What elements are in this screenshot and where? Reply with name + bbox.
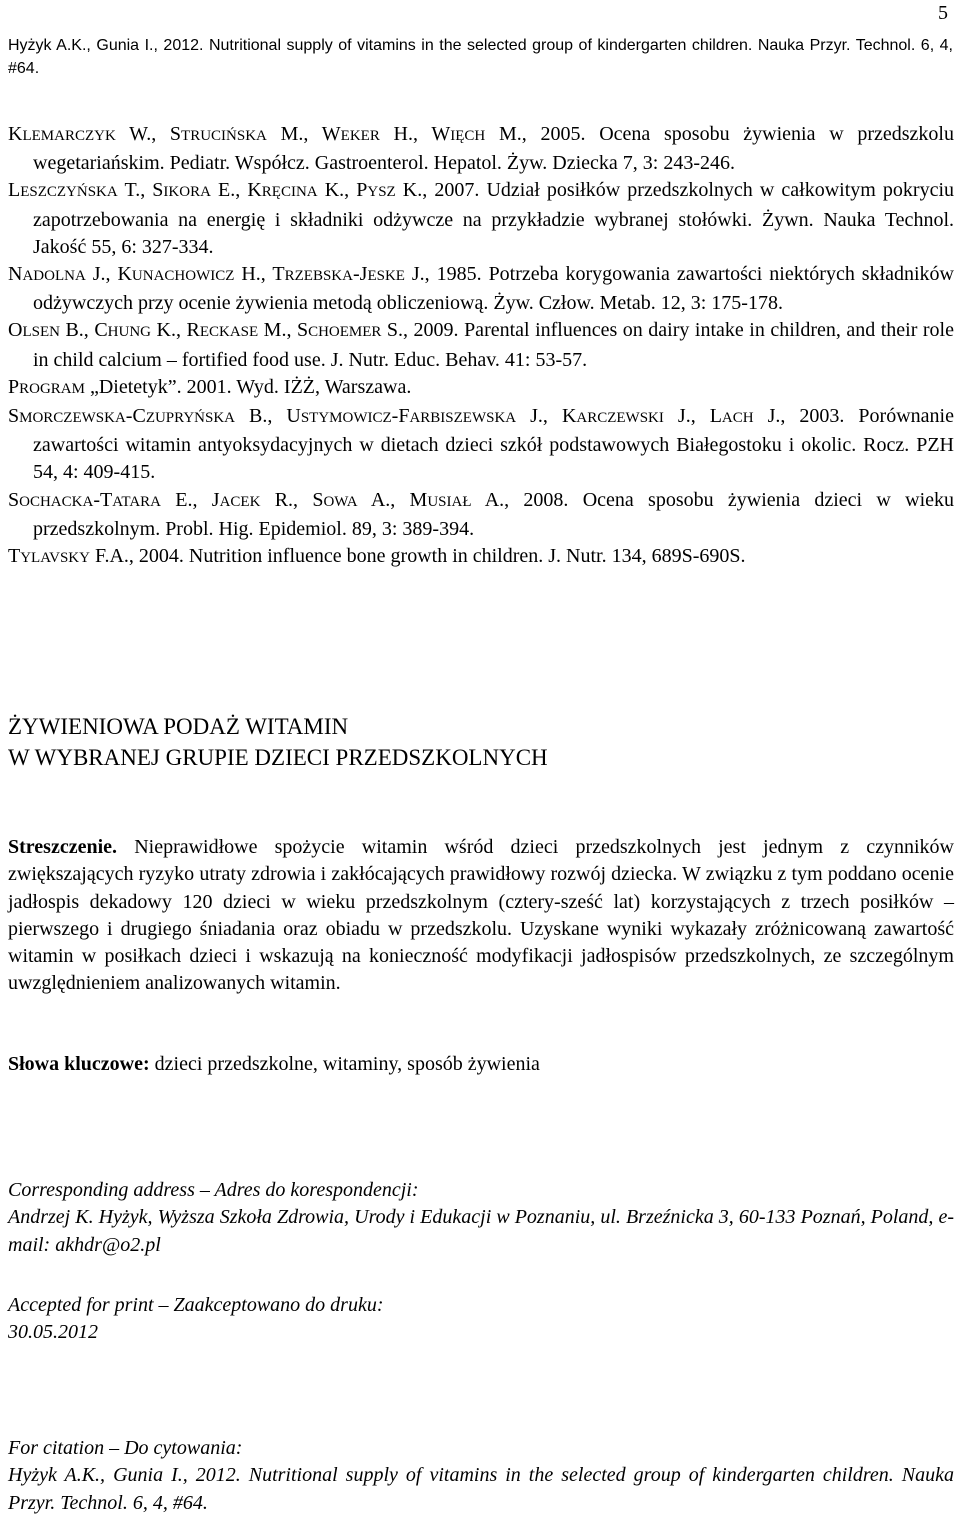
- author-initial: R: [186, 319, 200, 342]
- reference-item: [8, 177, 954, 261]
- author-initial: W: [431, 123, 451, 145]
- author-name-smallcaps: RĘCINA: [261, 184, 318, 201]
- author-name-smallcaps: TRUCIŃSKA: [181, 128, 267, 144]
- author-separator: R.,: [260, 488, 313, 511]
- author-separator: S., 2009.: [381, 319, 465, 342]
- author-name-smallcaps: OWA: [323, 493, 358, 510]
- author-initial: S: [8, 405, 20, 428]
- author-separator: A.,: [357, 488, 410, 511]
- author-initial: K: [117, 263, 132, 286]
- author-name-smallcaps: ACEK: [219, 493, 261, 510]
- reference-text: Potrzeba korygowania zawartości niektórych składników odżywczych przy ocenie żywienia metodą obliczeniową. Żyw. Człow. Metab. 12, 3: 175-178.: [33, 263, 954, 315]
- author-name-smallcaps: MORCZEWSKA: [19, 410, 126, 427]
- author-separator: -: [125, 405, 133, 428]
- running-header: Hyżyk A.K., Gunia I., 2012. Nutritional supply of vitamins in the selected group of kindergarten children. Nauka Przyr. Technol. 6, 4, #64.: [8, 37, 953, 77]
- reference-text: Ocena sposobu żywienia dzieci w wieku przedszkolnym. Probl. Hig. Epidemiol. 89, 3: 389-394.: [33, 488, 954, 540]
- page-number: 5: [938, 2, 948, 24]
- author-separator: K., 2007.: [395, 179, 487, 202]
- reference-text: Udział posiłków przedszkolnych w całkowitym pokryciu zapotrzebowania na energię i składniki odżywcze na przykładzie wybranej stołówki. Żywn. Nauka Technol. Jakość 55, 6: 327-334.: [33, 179, 955, 258]
- author-name-smallcaps: ARCZEWSKI: [576, 410, 664, 427]
- author-separator: M.,: [258, 319, 297, 342]
- author-separator: H.,: [379, 123, 432, 145]
- author-initial: S: [152, 179, 164, 202]
- author-separator: J., 2003.: [753, 405, 859, 428]
- author-separator: J.,: [85, 263, 118, 286]
- author-name-smallcaps: HUNG: [107, 324, 151, 341]
- author-separator: W.,: [115, 123, 170, 145]
- citation-text: Hyżyk A.K., Gunia I., 2012. Nutritional supply of vitamins in the selected group of kindergarten children. Nauka Przyr. Technol. 6, 4, #64.: [8, 1464, 954, 1514]
- author-name-smallcaps: OCHACKA: [19, 493, 94, 510]
- abstract: [8, 834, 954, 998]
- author-initial: W: [321, 123, 341, 145]
- author-initial: U: [286, 405, 301, 428]
- author-name-smallcaps: ECKASE: [199, 324, 259, 341]
- keywords: [8, 1051, 954, 1078]
- reference-text: Porównanie zawartości witamin antyoksydacyjnych w dietach dzieci szkół podstawowych Białegostoku i okolic. Rocz. PZH 54, 4: 409-415.: [33, 405, 954, 484]
- author-name-smallcaps: ZUPRYŃSKA: [145, 410, 235, 427]
- author-initial: J: [211, 488, 220, 511]
- author-initial: T: [8, 545, 21, 568]
- reference-text: Ocena sposobu żywienia w przedszkolu wegetariańskim. Pediatr. Współcz. Gastroenterol. Hepatol. Żyw. Dziecka 7, 3: 243-246.: [33, 123, 954, 175]
- author-initial: F: [398, 405, 410, 428]
- author-name-smallcaps: YSZ: [367, 184, 396, 201]
- author-name-smallcaps: LEMARCZYK: [22, 128, 116, 144]
- abstract-text: Nieprawidłowe spożycie witamin wśród dzieci przedszkolnych jest jednym z czynników zwiększających ryzyko utraty zdrowia i zakłócających prawidłowy rozwój dziecka. W związku z tym poddano ocenie jadłospis dekadowy 120 dzieci w wieku przedszkolnym (cztery-sześć lat) korzystających z trzech posiłków – pierwszego i drugiego śniadania oraz obiadu w przedszkolu. Uzyskane wyniki wykazały zróżnicowaną zawartość witamin w posiłkach dzieci i wskazują na konieczność modyfikacji jadłospisów przedszkolnych, ze szczególnym uwzględnieniem analizowanych witamin.: [8, 836, 954, 995]
- author-initial: P: [8, 375, 20, 398]
- reference-item: [8, 261, 954, 317]
- correspondence-text: Andrzej K. Hyżyk, Wyższa Szkoła Zdrowia, Urody i Edukacji w Poznaniu, ul. Brzeźnicka 3, 60-133 Poznań, Poland, e-mail: akhdr@o2.pl: [8, 1206, 954, 1256]
- author-initial: C: [132, 405, 146, 428]
- author-initial: L: [8, 179, 21, 202]
- author-initial: P: [356, 179, 368, 202]
- title-line: W WYBRANEJ GRUPIE DZIECI PRZEDSZKOLNYCH: [8, 745, 548, 770]
- author-name-smallcaps: ESKE: [367, 268, 405, 285]
- author-name-smallcaps: STYMOWICZ: [300, 410, 392, 427]
- author-initial: T: [99, 488, 113, 511]
- author-name-smallcaps: ESZCZYŃSKA: [20, 184, 118, 201]
- author-initial: M: [409, 488, 428, 511]
- title-line: ŻYWIENIOWA PODAŻ WITAMIN: [8, 714, 349, 739]
- author-initial: J: [359, 263, 368, 286]
- author-separator: -: [352, 263, 360, 286]
- correspondence-heading: Corresponding address – Adres do korespondencji:: [8, 1179, 419, 1201]
- author-separator: J., 1985.: [404, 263, 489, 286]
- author-initial: S: [169, 123, 182, 145]
- reference-item: [8, 121, 954, 177]
- author-name-smallcaps: EKER: [340, 128, 380, 144]
- author-name-smallcaps: ATARA: [112, 493, 162, 510]
- author-initial: K: [561, 405, 577, 428]
- author-separator: K.,: [151, 319, 187, 342]
- reference-item: [8, 403, 954, 487]
- author-name-smallcaps: RZEBSKA: [284, 268, 353, 285]
- author-name-smallcaps: YLAVSKY: [20, 550, 90, 567]
- reference-list: [8, 121, 954, 572]
- author-separator: J.,: [516, 405, 562, 428]
- author-separator: -: [93, 488, 100, 511]
- author-separator: -: [391, 405, 399, 428]
- author-initial: T: [272, 263, 285, 286]
- author-separator: E.,: [210, 179, 248, 202]
- author-initial: K: [8, 123, 23, 145]
- author-separator: B.,: [59, 319, 95, 342]
- reference-item: [8, 374, 954, 403]
- citation-block: [8, 1435, 954, 1517]
- author-name-smallcaps: ACH: [721, 410, 754, 427]
- abstract-label: Streszczenie.: [8, 836, 118, 858]
- reference-item: [8, 543, 954, 572]
- reference-text: „Dietetyk”. 2001. Wyd. IŻŻ, Warszawa.: [89, 375, 412, 398]
- author-separator: E.,: [161, 488, 212, 511]
- citation-heading: For citation – Do cytowania:: [8, 1437, 243, 1459]
- author-separator: T.,: [117, 179, 153, 202]
- reference-item: [8, 317, 954, 373]
- author-initial: O: [8, 319, 23, 342]
- author-separator: H.,: [234, 263, 273, 286]
- author-initial: L: [709, 405, 722, 428]
- author-name-smallcaps: UNACHOWICZ: [131, 268, 235, 285]
- keywords-text: dzieci przedszkolne, witaminy, sposób żywienia: [149, 1053, 540, 1075]
- author-name-smallcaps: ADOLNA: [22, 268, 86, 285]
- author-separator: F.A., 2004.: [89, 545, 189, 568]
- accepted-block: [8, 1292, 954, 1347]
- author-separator: A., 2008.: [471, 488, 583, 511]
- author-initial: C: [94, 319, 108, 342]
- author-name-smallcaps: IKORA: [163, 184, 211, 201]
- paper-title: [8, 711, 954, 773]
- author-name-smallcaps: USIAŁ: [427, 493, 472, 510]
- keywords-label: Słowa kluczowe:: [8, 1053, 150, 1075]
- author-name-smallcaps: ARBISZEWSKA: [409, 410, 517, 427]
- author-separator: K.,: [317, 179, 357, 202]
- author-name-smallcaps: CHOEMER: [308, 324, 382, 341]
- author-separator: B.,: [235, 405, 287, 428]
- author-initial: S: [312, 488, 324, 511]
- author-name-smallcaps: LSEN: [22, 324, 60, 341]
- author-initial: S: [8, 488, 20, 511]
- author-separator: M., 2005.: [485, 123, 600, 145]
- reference-text: Nutrition influence bone growth in children. J. Nutr. 134, 689S-690S.: [188, 545, 746, 568]
- author-separator: M.,: [266, 123, 322, 145]
- accepted-date: 30.05.2012: [8, 1321, 98, 1344]
- author-initial: K: [247, 179, 262, 202]
- correspondence-block: [8, 1177, 954, 1259]
- author-name-smallcaps: ROGRAM: [19, 380, 85, 397]
- accepted-heading: Accepted for print – Zaakceptowano do druku:: [8, 1294, 384, 1316]
- author-initial: N: [8, 263, 23, 286]
- author-initial: S: [296, 319, 309, 342]
- reference-text: Parental influences on dairy intake in children, and their role in child calcium – fortified food use. J. Nutr. Educ. Behav. 41: 53-57.: [33, 319, 954, 371]
- author-separator: J.,: [663, 405, 710, 428]
- reference-item: [8, 487, 954, 543]
- author-name-smallcaps: IĘCH: [450, 128, 486, 144]
